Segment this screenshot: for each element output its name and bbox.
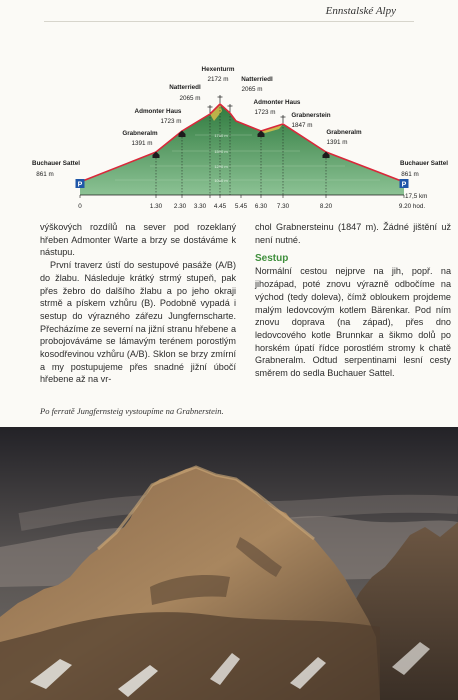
elevation-profile — [0, 55, 458, 215]
parking-badge-end — [400, 179, 409, 188]
peak-label-natterriedl-1: Natterriedl — [169, 84, 201, 91]
peak-label-buchauer-end: Buchauer Sattel — [400, 160, 448, 167]
total-distance: 17,5 km — [405, 193, 428, 200]
summit-cross-icon — [281, 115, 286, 123]
text-column-left — [40, 221, 236, 386]
profile-area — [77, 104, 404, 195]
gridline-label-1500: 1500 m — [214, 149, 228, 154]
peak-elev-grabneralm-2: 1391 m — [326, 139, 348, 146]
total-time: 9.20 hod. — [398, 203, 426, 210]
mountain-photo — [0, 427, 458, 700]
time-tick-label: 5.45 — [234, 203, 248, 210]
peak-elev-hexenturm: 2172 m — [207, 76, 229, 83]
time-tick-label: 3.30 — [193, 203, 207, 210]
peak-elev-grabnerstein: 1847 m — [291, 122, 313, 129]
peak-elev-admonter-2: 1723 m — [254, 109, 276, 116]
time-tick-label: 0 — [78, 203, 82, 210]
time-tick-label: 4.45 — [213, 203, 227, 210]
peak-label-admonter-1: Admonter Haus — [134, 108, 182, 115]
peak-elev-admonter-1: 1723 m — [160, 118, 182, 125]
peak-elev-buchauer-end: 861 m — [401, 171, 419, 178]
time-tick-label: 6.30 — [254, 203, 268, 210]
peak-elev-natterriedl-2: 2065 m — [241, 86, 263, 93]
gridline-label-1250: 1250 m — [214, 164, 228, 169]
peak-label-natterriedl-2: Natterriedl — [241, 76, 273, 83]
peak-label-grabneralm-2: Grabneralm — [326, 129, 362, 136]
text-column-right — [255, 221, 451, 380]
paragraph: chol Grabnersteinu (1847 m). Žádné jištění už není nutné. — [255, 222, 451, 245]
paragraph: výškových rozdílů na sever pod rozeklaný hřeben Admonter Warte a brzy se dostáváme k nástupu. — [40, 222, 236, 258]
header-rule — [44, 21, 414, 22]
photo-caption: Po ferratě Jungfernsteig vystoupíme na Grabnerstein. — [40, 406, 224, 416]
running-header: Ennstalské Alpy — [325, 5, 396, 17]
gridline-label-1000: 1000 m — [214, 178, 228, 183]
peak-elev-grabneralm-1: 1391 m — [131, 140, 153, 147]
paragraph: První traverz ústí do sestupové pasáže (A/B) do žlabu. Následuje krátký strmý stupeň, pak přes žebro do dalšího žlabu a po jeho okraji strmě a pískem vzhůru (B). Podobně vypadá i sestup do výrazného zářezu Jungfernscharte. Přecházíme ze severní na jižní stranu hřebene a probojováváme se lámavým terénem porostlým kosodřevinou vzhůru (A/B). Sklon se brzy zmírní a my postupujeme přes snadné jižní úbočí hřebene až na vr- — [40, 260, 236, 385]
peak-elev-buchauer-start: 861 m — [36, 171, 54, 178]
parking-badge-label: P — [401, 181, 407, 189]
peak-label-grabneralm-1: Grabneralm — [122, 130, 158, 137]
summit-cross-icon — [218, 95, 223, 103]
paragraph: Normální cestou nejprve na jih, popř. na jihozápad, poté znovu výrazně odbočíme na východ (tedy doleva), čímž obloukem projdeme malým ledovcovým kotlem Bärenkar. Pod ním znovu doprava (na západ), přes dno ledovcového kotle Brunnkar a šikmo dolů po horském úpatí řídce porostlém stromy k chatě Grabneralm. Odtud serpentinami lesní cesty směrem do sedla Buchauer Sattel. — [255, 266, 451, 379]
peak-label-grabnerstein: Grabnerstein — [291, 112, 331, 119]
peak-label-admonter-2: Admonter Haus — [253, 99, 301, 106]
peak-label-hexenturm: Hexenturm — [201, 66, 235, 73]
time-tick-label: 1.30 — [149, 203, 163, 210]
parking-badge-label: P — [77, 181, 83, 189]
time-tick-label: 7.30 — [276, 203, 290, 210]
peak-label-buchauer-start: Buchauer Sattel — [32, 160, 80, 167]
gridline-label-1750: 1750 m — [214, 133, 228, 138]
time-tick-label: 2.30 — [173, 203, 187, 210]
peak-elev-natterriedl-1: 2065 m — [179, 95, 201, 102]
time-tick-label: 8.20 — [319, 203, 333, 210]
section-heading: Sestup — [255, 253, 289, 265]
parking-badge-start — [76, 179, 85, 188]
time-ticks — [80, 195, 404, 198]
